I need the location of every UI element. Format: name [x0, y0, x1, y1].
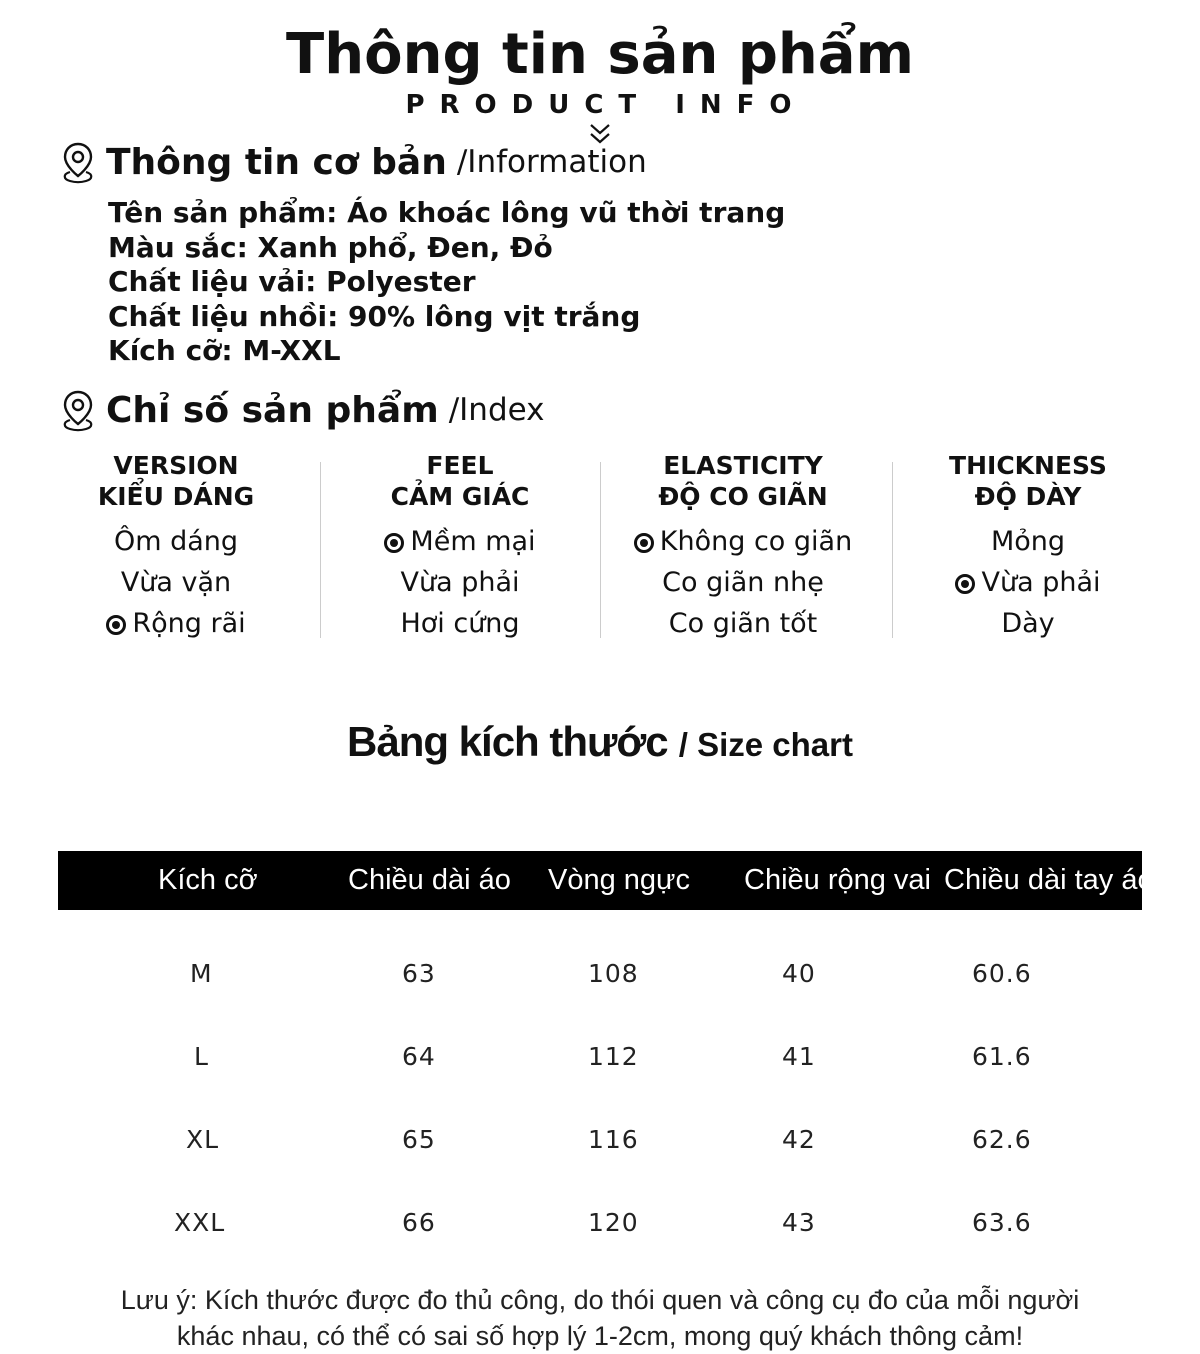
index-heading [58, 388, 545, 432]
page-title: Thông tin sản phẩm [286, 22, 914, 87]
option-list [322, 521, 598, 644]
cell-length: 65 [402, 1125, 436, 1154]
column-title-vi: ĐỘ CO GIÃN [658, 482, 828, 511]
column-title-vi: ĐỘ DÀY [974, 482, 1082, 511]
option-list [36, 521, 316, 644]
column-divider [600, 462, 601, 638]
cell-shoulder: 40 [782, 959, 816, 988]
cell-length: 63 [402, 959, 436, 988]
note-line-1: Lưu ý: Kích thước được đo thủ công, do thói quen và công cụ đo của mỗi người [120, 1285, 1080, 1315]
page-header [0, 20, 1200, 120]
table-row [58, 1015, 1142, 1098]
size-chart-title-en: / Size chart [678, 726, 853, 763]
radio-selected-icon [955, 574, 975, 594]
option-item: Dày [1001, 608, 1055, 639]
option-item: Co giãn nhẹ [662, 567, 824, 598]
size-table [58, 851, 1154, 1264]
cell-shoulder: 42 [782, 1125, 816, 1154]
option-item-selected: Rộng rãi [36, 603, 316, 644]
table-row [58, 1098, 1142, 1181]
note-line-2: khác nhau, có thể có sai số hợp lý 1-2cm, mong quý khách thông cảm! [176, 1321, 1024, 1351]
cell-sleeve: 61.6 [972, 1042, 1032, 1071]
column-header-shoulder: Chiều rộng vai [744, 851, 944, 910]
option-item: Hơi cứng [400, 608, 520, 639]
info-product-name: Tên sản phẩm: Áo khoác lông vũ thời trang [108, 196, 786, 229]
option-item: Ôm dáng [113, 526, 239, 557]
column-title-vi: CẢM GIÁC [390, 482, 530, 511]
option-item-selected: Vừa phải [894, 562, 1162, 603]
info-fabric: Chất liệu vải: Polyester [108, 265, 476, 298]
cell-chest: 120 [588, 1208, 639, 1237]
option-item-selected: Không co giãn [602, 521, 884, 562]
column-title-en: THICKNESS [949, 451, 1107, 480]
cell-chest: 116 [588, 1125, 639, 1154]
column-header-size: Kích cỡ [58, 851, 348, 910]
option-item: Co giãn tốt [668, 608, 818, 639]
index-column-thickness [894, 450, 1162, 640]
size-chart-title-vi: Bảng kích thước [347, 718, 668, 765]
index-column-elasticity [602, 450, 884, 640]
basic-info-heading [58, 140, 647, 184]
cell-size: XL [186, 1125, 220, 1154]
column-header-sleeve: Chiều dài tay áo [944, 851, 1142, 910]
column-title-en: ELASTICITY [663, 451, 823, 480]
info-filling: Chất liệu nhồi: 90% lông vịt trắng [108, 299, 641, 333]
index-title-en: /Index [448, 392, 545, 428]
cell-chest: 112 [588, 1042, 639, 1071]
table-header-row [58, 851, 1142, 910]
option-item: Mỏng [990, 526, 1066, 557]
info-size-range: Kích cỡ: M-XXL [108, 334, 341, 367]
column-title-vi: KIỂU DÁNG [97, 482, 255, 511]
index-column-feel [322, 450, 598, 640]
radio-selected-icon [106, 615, 126, 635]
cell-length: 64 [402, 1042, 436, 1071]
page-subtitle: PRODUCT INFO [405, 90, 807, 120]
column-divider [892, 462, 893, 638]
option-list [894, 521, 1162, 644]
index-title: Chỉ số sản phẩm [106, 389, 439, 431]
radio-selected-icon [634, 533, 654, 553]
option-list [602, 521, 884, 644]
cell-shoulder: 43 [782, 1208, 816, 1237]
cell-chest: 108 [588, 959, 639, 988]
cell-size: XXL [174, 1208, 226, 1237]
cell-sleeve: 62.6 [972, 1125, 1032, 1154]
cell-shoulder: 41 [782, 1042, 816, 1071]
location-pin-icon [58, 140, 98, 184]
column-divider [320, 462, 321, 638]
basic-info-list [108, 196, 785, 369]
radio-selected-icon [384, 533, 404, 553]
measurement-note [0, 1282, 1200, 1354]
column-header-length: Chiều dài áo [348, 851, 548, 910]
size-chart-title [0, 718, 1200, 766]
column-title-en: FEEL [426, 451, 494, 480]
index-column-version [36, 450, 316, 640]
column-header-chest: Vòng ngực [548, 851, 744, 910]
option-item-selected: Mềm mại [322, 521, 598, 562]
info-colors: Màu sắc: Xanh phổ, Đen, Đỏ [108, 230, 553, 264]
cell-length: 66 [402, 1208, 436, 1237]
table-row [58, 1181, 1142, 1264]
index-grid [36, 450, 1166, 640]
basic-info-title: Thông tin cơ bản [106, 141, 447, 183]
cell-sleeve: 60.6 [972, 959, 1032, 988]
option-item: Vừa vặn [120, 567, 232, 598]
cell-size: L [194, 1042, 209, 1071]
table-row [58, 910, 1142, 1015]
cell-size: M [190, 959, 213, 988]
option-item: Vừa phải [400, 567, 520, 598]
cell-sleeve: 63.6 [972, 1208, 1032, 1237]
basic-info-title-en: /Information [456, 144, 647, 180]
location-pin-icon [58, 388, 98, 432]
column-title-en: VERSION [113, 451, 239, 480]
